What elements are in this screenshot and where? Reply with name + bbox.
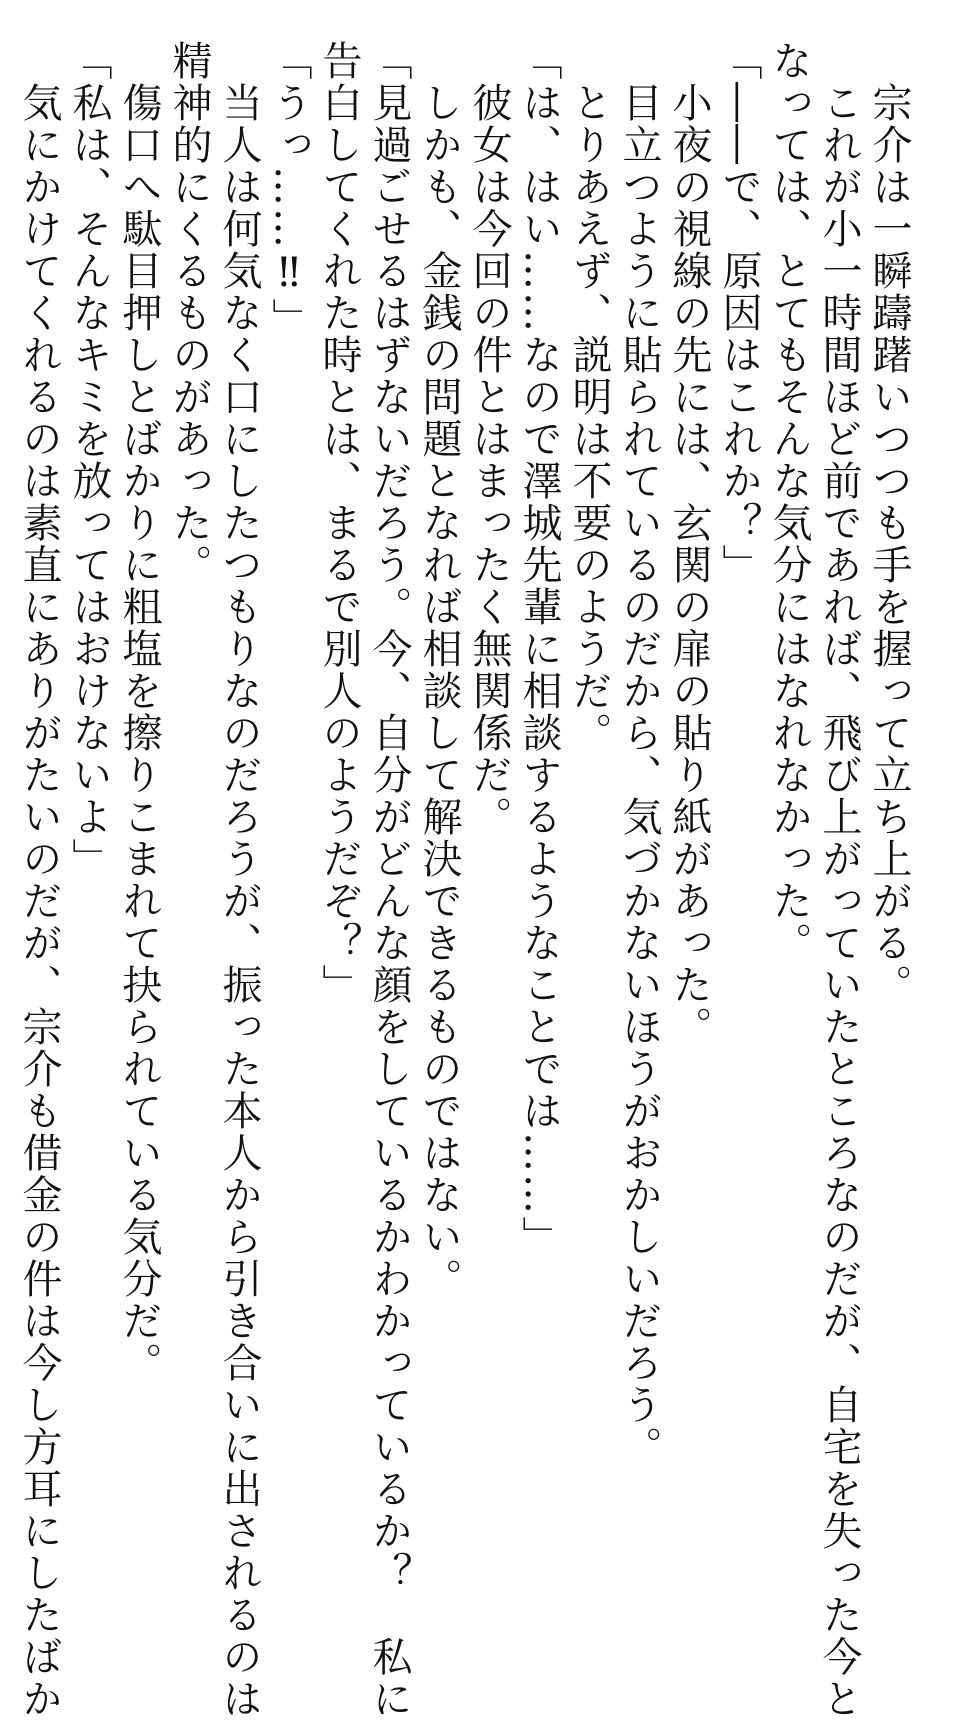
text-line: 「見過ごせるはずないだろう。今、自分がどんな顔をしているかわかっているか？ 私に [366, 40, 412, 1720]
text-line: とりあえず、説明は不要のようだ。 [566, 40, 612, 754]
text-line: 目立つように貼られているのだから、気づかないほうがおかしいだろう。 [616, 40, 662, 1468]
text-line: 当人は何気なく口にしたつもりなのだろうが、振った本人から引き合いに出されるのは [216, 40, 262, 1720]
vertical-text-body [14, 40, 914, 1720]
text-line: 彼女は今回の件とはまったく無関係だ。 [466, 40, 512, 838]
text-line: 傷口へ駄目押しとばかりに粗塩を擦りこまれて抉られている気分だ。 [116, 40, 162, 1384]
text-line: 「――で、原因はこれか？」 [716, 40, 762, 586]
text-line: 宗介は一瞬躊躇いつつも手を握って立ち上がる。 [866, 40, 912, 1006]
text-line: 気にかけてくれるのは素直にありがたいのだが、宗介も借金の件は今し方耳にしたばか [16, 40, 62, 1720]
text-line: 「私は、そんなキミを放ってはおけないよ」 [66, 40, 112, 880]
text-line: なっては、とてもそんな気分にはなれなかった。 [766, 40, 812, 964]
text-line: 告白してくれた時とは、まるで別人のようだぞ？」 [316, 40, 362, 1006]
text-line: 「うっ……‼」 [266, 40, 312, 340]
text-line: 精神的にくるものがあった。 [166, 40, 212, 586]
text-line: 「は、はい……なので澤城先輩に相談するようなことでは……」 [516, 40, 562, 1258]
text-line: しかも、金銭の問題となれば相談して解決できるものではない。 [416, 40, 462, 1300]
text-line: これが小一時間ほど前であれば、飛び上がっていたところなのだが、自宅を失った今と [816, 40, 862, 1720]
text-line: 小夜の視線の先には、玄関の扉の貼り紙があった。 [666, 40, 712, 1048]
